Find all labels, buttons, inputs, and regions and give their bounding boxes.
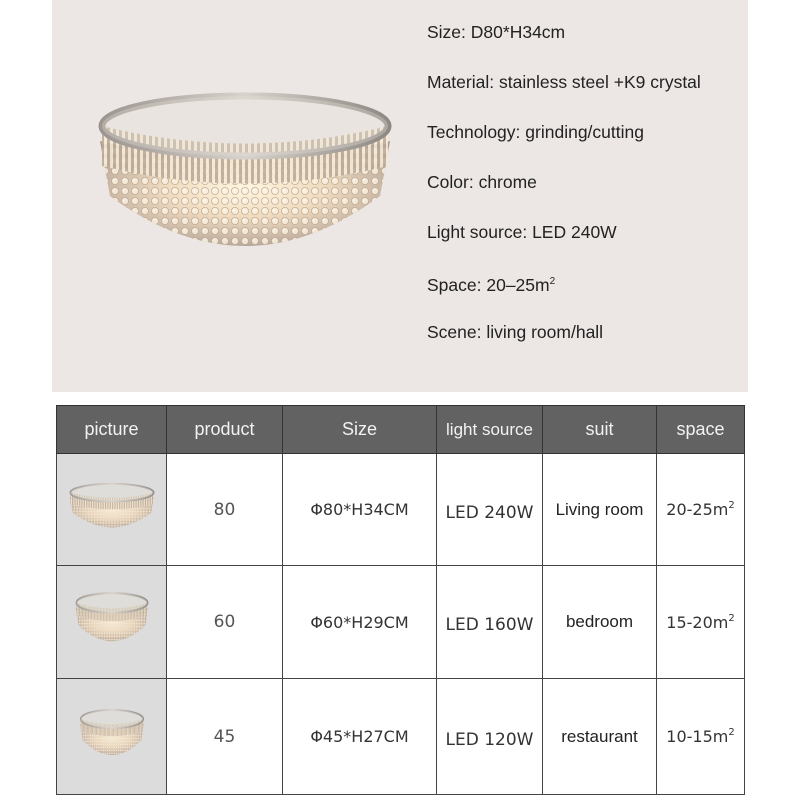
product-thumbnail-cell: [57, 566, 167, 679]
spec-scene: Scene: living room/hall: [427, 322, 604, 342]
spec-light-source: Light source: LED 240W: [427, 222, 617, 242]
spec-material: Material: stainless steel +K9 crystal: [427, 72, 701, 92]
space-cell: $15-20m^2$: [657, 566, 745, 679]
light-source-cell: LED 120W: [437, 679, 543, 795]
product-hero-panel: [52, 0, 748, 392]
header-size: Size: [283, 406, 437, 454]
light-source-cell: LED 240W: [437, 454, 543, 566]
suit-cell: bedroom: [543, 566, 657, 679]
size-cell: Φ80*H34CM: [283, 454, 437, 566]
product-thumbnail-cell: [57, 454, 167, 566]
spec-technology: Technology: grinding/cutting: [427, 122, 644, 142]
header-picture: picture: [57, 406, 167, 454]
suit-cell: restaurant: [543, 679, 657, 795]
product-cell: 60: [167, 566, 283, 679]
size-comparison-table: [56, 405, 745, 795]
table-row: [57, 679, 745, 795]
table-row: [57, 454, 745, 566]
product-cell: 80: [167, 454, 283, 566]
space-cell: $20-25m^2$: [657, 454, 745, 566]
chandelier-image: [80, 86, 410, 286]
header-light-source: light source: [437, 406, 543, 454]
header-suit: suit: [543, 406, 657, 454]
space-cell: $10-15m^2$: [657, 679, 745, 795]
product-cell: 45: [167, 679, 283, 795]
size-cell: Φ60*H29CM: [283, 566, 437, 679]
product-thumbnail-cell: [57, 679, 167, 795]
spec-size: Size: D80*H34cm: [427, 22, 566, 42]
chandelier-60-thumbnail: [71, 590, 153, 654]
spec-color: Color: chrome: [427, 172, 537, 192]
chandelier-45-thumbnail: [76, 707, 148, 767]
spec-list: [427, 20, 747, 370]
suit-cell: Living room: [543, 454, 657, 566]
light-source-cell: LED 160W: [437, 566, 543, 679]
size-cell: Φ45*H27CM: [283, 679, 437, 795]
header-product: product: [167, 406, 283, 454]
header-space: space: [657, 406, 745, 454]
table-row: [57, 566, 745, 679]
table-header-row: [57, 406, 745, 454]
spec-space: Space: $20-25m^2$: [427, 275, 556, 295]
chandelier-80-thumbnail: [64, 481, 160, 539]
